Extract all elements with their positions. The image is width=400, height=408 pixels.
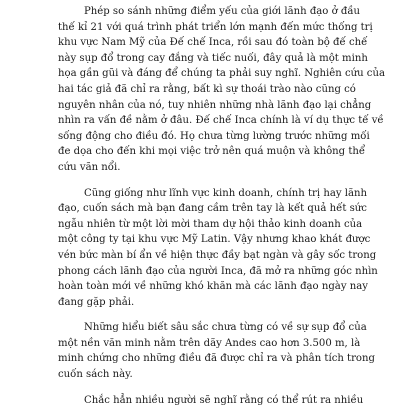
text-line: minh chứng cho những điều đã được chỉ ra và phân tích trong bbox=[58, 353, 375, 365]
text-line: cứu vãn nổi. bbox=[58, 161, 121, 173]
text-line: nhìn ra vấn đề nằm ở đâu. Đế chế Inca chính là ví dụ thực tế về bbox=[58, 115, 384, 127]
text-line: một nền văn minh nằm trên dãy Andes cao hơn 3.500 m, là bbox=[58, 337, 361, 349]
text-line: Chắc hẳn nhiều người sẽ nghĩ rằng có thể rút ra nhiều bbox=[84, 394, 364, 406]
text-line: đe dọa cho đến khi mọi việc trở nên quá muộn và không thể bbox=[58, 146, 366, 158]
text-line: khu vực Nam Mỹ của Đế chế Inca, rồi sau đó toàn bộ đế chế bbox=[58, 37, 368, 49]
body-text bbox=[58, 0, 385, 408]
paragraph-1 bbox=[58, 0, 385, 176]
paragraph-gap bbox=[58, 310, 340, 320]
text-line: một công ty tại khu vực Mỹ Latin. Vậy nhưng khao khát được bbox=[58, 234, 371, 246]
text-line: ngẫu nhiên từ một lời mời tham dự hội thảo kinh doanh của bbox=[58, 218, 363, 230]
text-line: Những hiểu biết sâu sắc chưa từng có về sự sụp đổ của bbox=[84, 322, 367, 334]
paragraph-3 bbox=[58, 320, 375, 382]
paragraph-2 bbox=[58, 186, 378, 311]
text-line: Cũng giống như lĩnh vực kinh doanh, chính trị hay lãnh bbox=[84, 187, 367, 199]
paragraph-gap bbox=[58, 176, 340, 186]
text-line: nguyên nhân của nó, tuy nhiên những nhà lãnh đạo lại chẳng bbox=[58, 99, 372, 111]
text-line: đạo, cuốn sách mà bạn đang cầm trên tay là kết quả hết sức bbox=[58, 203, 367, 215]
text-line: hai tác giả đã chỉ ra rằng, bất kì sự thoái trào nào cũng có bbox=[58, 83, 356, 95]
text-line: sống động cho điều đó. Họ chưa từng lường trước những mối bbox=[58, 130, 370, 142]
text-line: phong cách lãnh đạo của người Inca, đã mở ra những góc nhìn bbox=[58, 265, 378, 277]
paragraph-4 bbox=[58, 393, 364, 408]
text-line: vén bức màn bí ẩn về hiện thực đầy bạt ngàn và gây sốc trong bbox=[58, 249, 377, 261]
text-line: đang gặp phải. bbox=[58, 296, 135, 308]
text-line: cuốn sách này. bbox=[58, 369, 133, 381]
text-line: này sụp đổ trong cay đắng và tiếc nuối, đây quả là một minh bbox=[58, 52, 368, 64]
paragraph-gap bbox=[58, 383, 340, 393]
text-line: hoàn toàn mới về những khó khăn mà các lãnh đạo ngày nay bbox=[58, 281, 368, 293]
text-line: họa gần gũi và đáng để chúng ta phải suy nghĩ. Nghiên cứu của bbox=[58, 68, 385, 80]
text-line: thế kỉ 21 với quá trình phát triển lớn mạnh đến mức thống trị bbox=[58, 21, 373, 33]
text-line: Phép so sánh những điểm yếu của giới lãnh đạo ở đầu bbox=[84, 6, 361, 17]
